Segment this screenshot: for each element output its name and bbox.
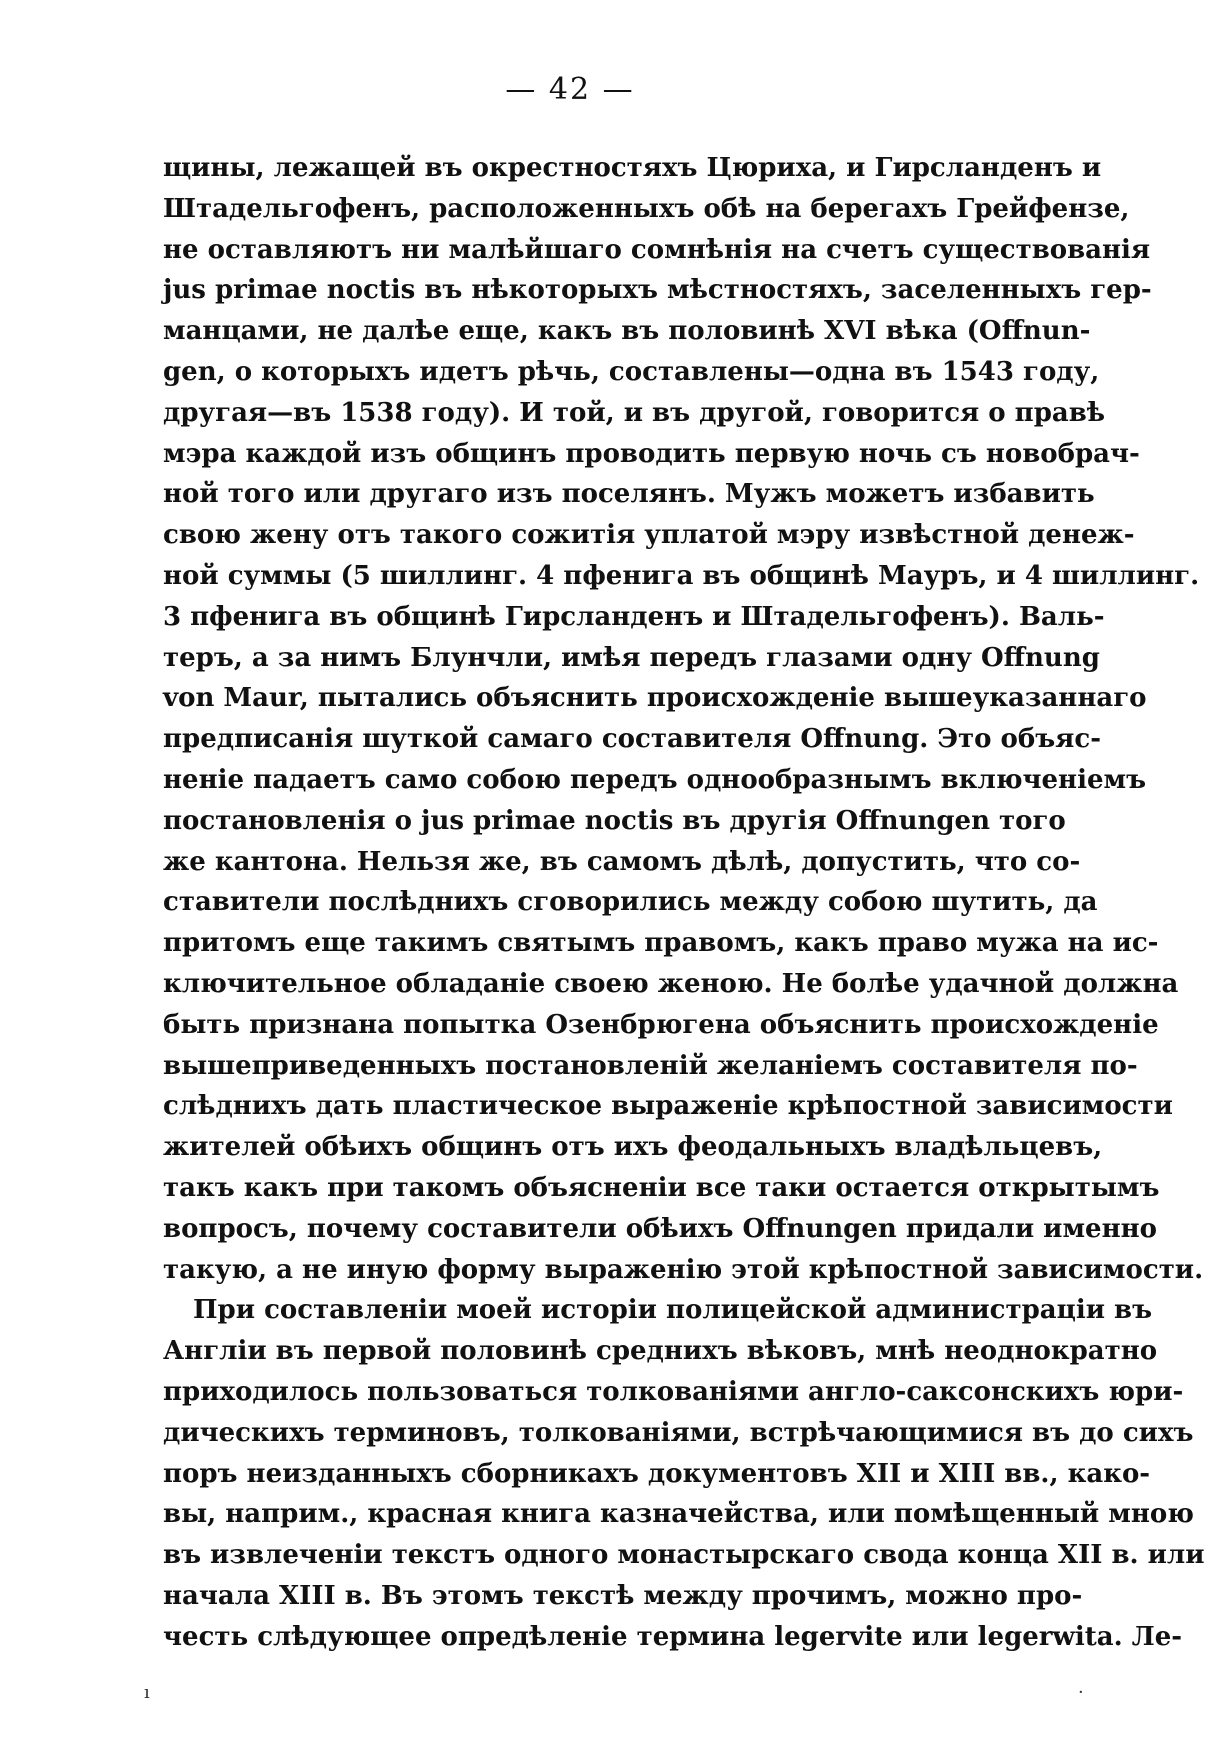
text-line: ключительное обладаніе своею женою. Не болѣе удачной должна xyxy=(163,968,1179,999)
text-line: мэра каждой изъ общинъ проводить первую ночь съ новобрач- xyxy=(163,438,1140,469)
text-line: въ извлеченіи текстъ одного монастырскаго свода конца XII в. или xyxy=(163,1540,1205,1571)
text-line: приходилось пользоваться толкованіями англо-саксонскихъ юри- xyxy=(163,1376,1184,1407)
text-line: ной суммы (5 шиллинг. 4 пфенига въ общинѣ Мауръ, и 4 шиллинг. xyxy=(163,560,1200,591)
text-line: такъ какъ при такомъ объясненіи все таки остается открытымъ xyxy=(163,1172,1160,1203)
text-line: честь слѣдующее опредѣленіе термина legervite или legerwita. Ле- xyxy=(163,1621,1183,1652)
text-line: von Maur, пытались объяснить происхожденіе вышеуказаннаго xyxy=(163,683,1147,714)
text-line: 3 пфенига въ общинѣ Гирсланденъ и Штадельгофенъ). Валь- xyxy=(163,601,1105,632)
paragraph-end-line: такую, а не иную форму выраженію этой крѣпостной зависимости. xyxy=(163,1254,1204,1285)
text-line: быть признана попытка Озенбрюгена объяснить происхожденіе xyxy=(163,1009,1159,1040)
text-line: начала XIII в. Въ этомъ текстѣ между прочимъ, можно про- xyxy=(163,1580,1083,1611)
text-line: слѣднихъ дать пластическое выраженіе крѣпостной зависимости xyxy=(163,1091,1173,1122)
text-line: другая—въ 1538 году). И той, и въ другой, говорится о правѣ xyxy=(163,397,1106,428)
text-line: притомъ еще такимъ святымъ правомъ, какъ право мужа на ис- xyxy=(163,928,1159,959)
text-line: постановленія о jus primae noctis въ другія Offnungen того xyxy=(163,805,1066,836)
text-line: же кантона. Нельзя же, въ самомъ дѣлѣ, допустить, что со- xyxy=(163,846,1081,877)
text-line: gen, о которыхъ идетъ рѣчь, составлены—одна въ 1543 году, xyxy=(163,356,1100,387)
page-number: — 42 — xyxy=(505,72,635,107)
text-line: Англіи въ первой половинѣ среднихъ вѣковъ, мнѣ неоднократно xyxy=(163,1336,1158,1367)
margin-speck: ı xyxy=(144,1682,150,1703)
text-line: дическихъ терминовъ, толкованіями, встрѣчающимися въ до сихъ xyxy=(163,1417,1194,1448)
text-line: предписанія шуткой самаго составителя Offnung. Это объяс- xyxy=(163,724,1102,755)
text-line: ставители послѣднихъ сговорились между собою шутить, да xyxy=(163,887,1098,918)
text-line: манцами, не далѣе еще, какъ въ половинѣ XVI вѣка (Offnun- xyxy=(163,316,1091,347)
body-text xyxy=(163,148,1205,1657)
text-line: jus primae noctis въ нѣкоторыхъ мѣстностяхъ, заселенныхъ гер- xyxy=(163,275,1152,306)
text-line: Штадельгофенъ, расположенныхъ обѣ на берегахъ Грейфензе, xyxy=(163,193,1130,224)
text-line: вопросъ, почему составители обѣихъ Offnungen придали именно xyxy=(163,1213,1157,1244)
text-line: вышеприведенныхъ постановленій желаніемъ составителя по- xyxy=(163,1050,1138,1081)
text-line: вы, наприм., красная книга казначейства, или помѣщенный мною xyxy=(163,1499,1194,1530)
margin-speck: · xyxy=(1078,1682,1084,1703)
text-line: неніе падаетъ само собою передъ однообразнымъ включеніемъ xyxy=(163,764,1147,795)
text-line: теръ, а за нимъ Блунчли, имѣя передъ глазами одну Offnung xyxy=(163,642,1100,673)
text-line: ной того или другаго изъ поселянъ. Мужъ можетъ избавить xyxy=(163,479,1095,510)
paragraph-start-line: При составленіи моей исторіи полицейской администраціи въ xyxy=(193,1295,1153,1326)
text-line: не оставляютъ ни малѣйшаго сомнѣнія на счетъ существованія xyxy=(163,234,1151,265)
text-line: жителей обѣихъ общинъ отъ ихъ феодальныхъ владѣльцевъ, xyxy=(163,1132,1103,1163)
text-line: поръ неизданныхъ сборникахъ документовъ XII и XIII вв., како- xyxy=(163,1458,1151,1489)
text-line: щины, лежащей въ окрестностяхъ Цюриха, и Гирсланденъ и xyxy=(163,153,1102,183)
text-line: свою жену отъ такого сожитія уплатой мэру извѣстной денеж- xyxy=(163,520,1135,551)
